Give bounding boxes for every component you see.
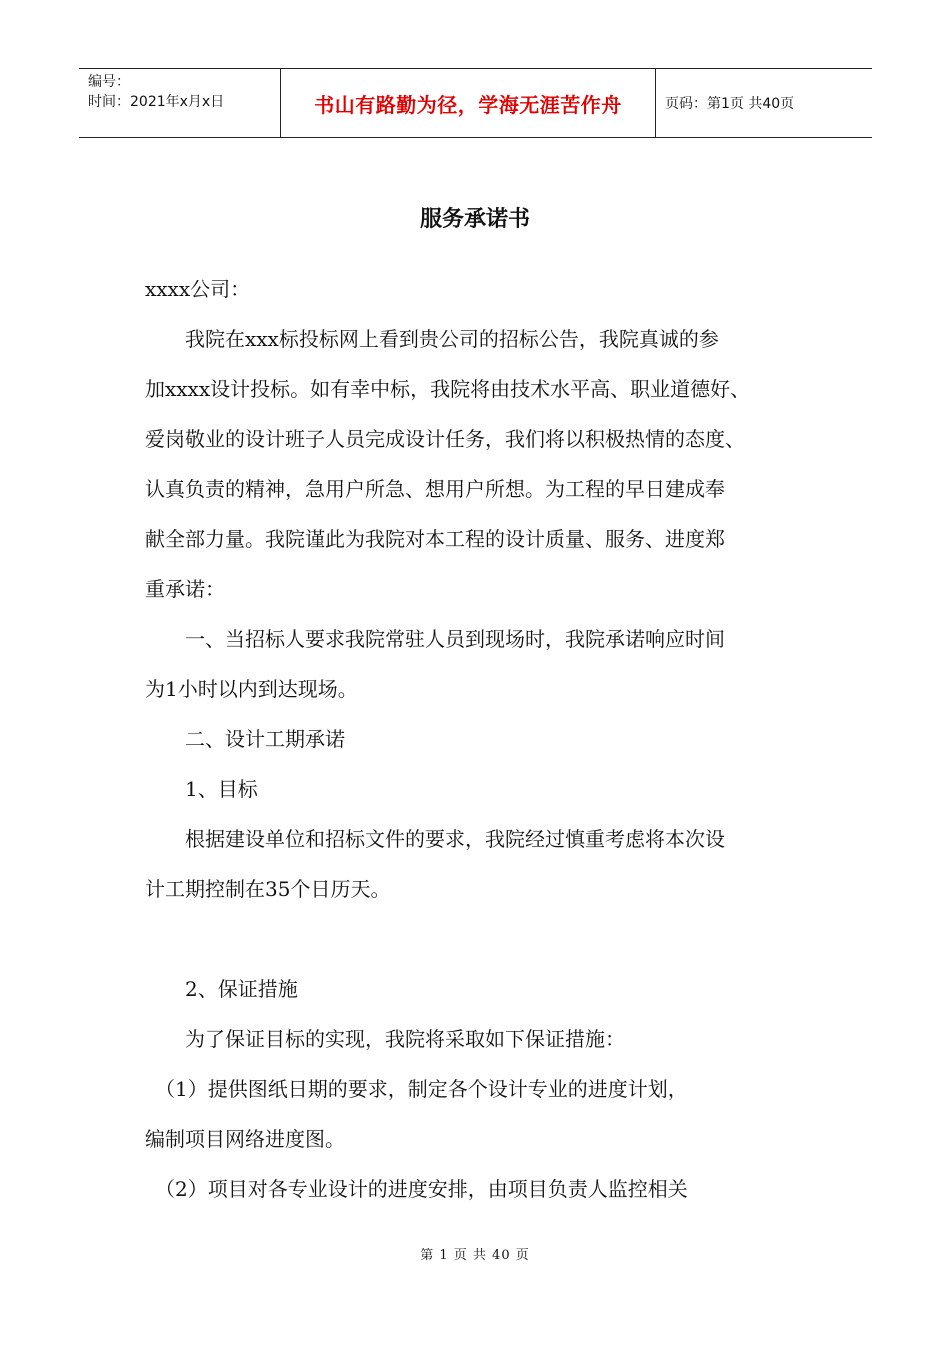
subsection-heading: 2、保证措施 — [145, 977, 298, 1001]
body-line: 计工期控制在35个日历天。 — [145, 877, 391, 901]
page-footer: 第 1 页 共 40 页 — [420, 1248, 530, 1263]
body-line: 一、当招标人要求我院常驻人员到现场时，我院承诺响应时间 — [145, 627, 725, 651]
body-line: 重承诺： — [145, 577, 225, 601]
document-title: 服务承诺书 — [419, 206, 530, 232]
section-heading: 二、设计工期承诺 — [145, 727, 345, 751]
header-motto: 书山有路勤为径，学海无涯苦作舟 — [281, 69, 656, 137]
document-date: 时间：2021年x月x日 — [88, 94, 225, 110]
body-line: 认真负责的精神，急用户所急、想用户所想。为工程的早日建成奉 — [145, 477, 725, 501]
page-header — [79, 68, 872, 138]
body-line: 献全部力量。我院谨此为我院对本工程的设计质量、服务、进度郑 — [145, 527, 725, 551]
body-line: 爱岗敬业的设计班子人员完成设计任务，我们将以积极热情的态度、 — [145, 427, 745, 451]
header-page-code: 页码：第1页 共40页 — [665, 96, 795, 112]
body-line: 为了保证目标的实现，我院将采取如下保证措施： — [145, 1027, 625, 1051]
list-item: （2）项目对各专业设计的进度安排，由项目负责人监控相关 — [145, 1177, 688, 1201]
salutation: xxxx公司： — [145, 277, 251, 301]
body-line: 加xxxx设计投标。如有幸中标，我院将由技术水平高、职业道德好、 — [145, 377, 751, 401]
header-info — [79, 69, 281, 137]
document-number-label: 编号： — [88, 74, 130, 90]
subsection-heading: 1、目标 — [145, 777, 258, 801]
body-line: 我院在xxx标投标网上看到贵公司的招标公告，我院真诚的参 — [145, 327, 719, 351]
body-line: 根据建设单位和招标文件的要求，我院经过慎重考虑将本次设 — [145, 827, 725, 851]
body-line: 编制项目网络进度图。 — [145, 1127, 345, 1151]
list-item: （1）提供图纸日期的要求，制定各个设计专业的进度计划， — [145, 1077, 688, 1101]
body-line: 为1小时以内到达现场。 — [145, 677, 358, 701]
